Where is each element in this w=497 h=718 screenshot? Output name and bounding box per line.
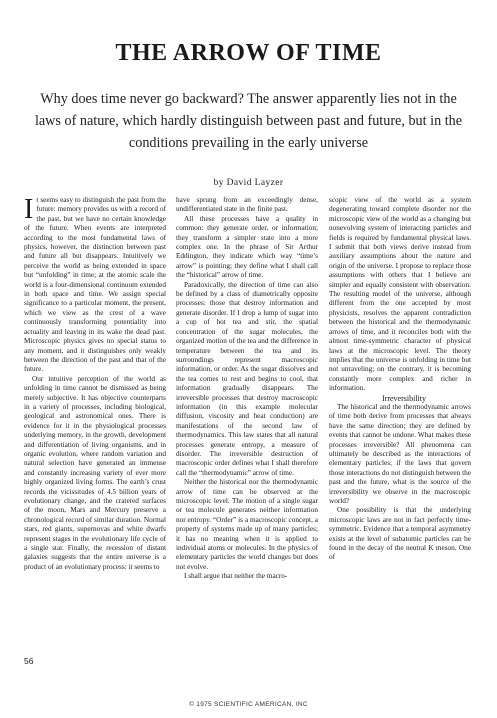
text-column-3: [329, 196, 471, 563]
text-column-2: [176, 196, 318, 582]
paragraph: scopic view of the world as a system degenerating toward complete disorder nor the microscopic view of the world as a changing but nonevolving system of interacting particles and fields is required by fundamental physical laws. I submit that both views derive instead from auxiliary assumptions about the nature and origin of the universe. I propose to replace those assumptions with others that I believe are simpler and equally consistent with observation. The resulting model of the universe, although different from the one accepted by most physicists, resolves the apparent contradiction between the historical and the thermodynamic arrows of time, and it reconciles both with the almost time-symmetric character of physical laws at the microscopic level. The theory implies that the universe is unfolding in time but not unraveling; on the contrary, it is becoming constantly more complex and richer in information.: [329, 196, 471, 393]
article-title: THE ARROW OF TIME: [115, 40, 382, 66]
text-column-1: [24, 196, 166, 572]
paragraph: Our intuitive perception of the world as unfolding in time cannot be dismissed as being merely subjective. It has objective counterparts in a variety of processes, including biological, geological and astronomical ones. There is evidence for it in the physiological processes underlying memory, in the growth, development and differentiation of living organisms, and in organic evolution, where random variation and natural selection have generated an immense and constantly increasing variety of ever more highly organized living forms. The earth’s crust records the vicissitudes of 4.5 billion years of evolutionary change, and the cratered surfaces of the moon, Mars and Mercury preserve a chronological record of similar duration. Normal stars, red giants, supernovas and white dwarfs represent stages in the evolutionary life cycle of a single star. Finally, the recession of distant galaxies suggests that the entire universe is a product of an evolutionary process: it seems to: [24, 374, 166, 571]
paragraph: have sprung from an exceedingly dense, undifferentiated state in the finite past.: [176, 196, 318, 214]
page-number: 56: [24, 656, 34, 666]
paragraph: One possibility is that the underlying microscopic laws are not in fact perfectly time-symmetric. Evidence that a temporal asymmetry exists at the level of subatomic particles can be found in the decay of the neutral K meson. One of: [329, 506, 471, 562]
byline: by David Layzer: [213, 178, 284, 188]
paragraph: I shall argue that neither the macro-: [184, 572, 288, 581]
paragraph-text: t seems easy to distinguish the past from the future: memory provides us with a record of the past, but we have no certain knowledge of the future. When events are interpreted according to the most fundamental laws of physics, however, the distinction between past and future all but disappears. Intuitively we perceive the world as being extended in space but “unfolding” in time; at the atomic scale the world is a four-dimensional continuum extended in both space and time. We assign special significance to a particular moment, the present, which we view as the crest of a wave continuously transforming potentiality into actuality and leaving in its wake the dead past. Microscopic physics gives no special status to any moment, and it distinguishes only weakly between the direction of the past and that of the future.: [24, 196, 166, 374]
paragraph: [24, 196, 166, 375]
paragraph: Paradoxically, the direction of time can also be defined by a class of diametrically opposite processes: those that destroy information and generate disorder. If I drop a lump of sugar into a cup of hot tea and stir, the spatial concentration of the sugar molecules, the organized motion of the tea and the difference in temperature between the tea and its surroundings represent macroscopic information, or order. As the sugar dissolves and the tea comes to rest and begins to cool, that information gradually disappears. The irreversible processes that destroy macroscopic information (in this example molecular diffusion, viscosity and heat conduction) are manifestations of the second law of thermodynamics. This law states that all natural processes generate entropy, a measure of disorder. The irreversible destruction of macroscopic order defines what I shall therefore call the “thermodynamic” arrow of time.: [176, 280, 318, 477]
article-subtitle: Why does time never go backward? The answer apparently lies not in the laws of nature, which hardly distinguish between past and future, but in the conditions prevailing in the early universe: [34, 91, 463, 151]
section-heading: Irreversibility: [382, 393, 426, 403]
copyright-notice: © 1975 SCIENTIFIC AMERICAN, INC: [189, 701, 308, 708]
paragraph: All these processes have a quality in common: they generate order, or information; they transform a simpler state into a more complex one. In the phrase of Sir Arthur Eddington, they indicate which way “time’s arrow” is pointing; they define what I shall call the “historical” arrow of time.: [176, 214, 318, 280]
paragraph: Neither the historical nor the thermodynamic arrow of time can be observed at the microscopic level. The motion of a single sugar or tea molecule generates neither information nor entropy. “Order” is a macroscopic concept, a property of systems made up of many particles; it has no meaning when it is applied to individual atoms or molecules. In the physics of elementary particles the world changes but does not evolve.: [176, 478, 318, 571]
drop-cap: I: [24, 194, 34, 225]
paragraph: The historical and the thermodynamic arrows of time both derive from processes that always have the same direction; they are defined by events that cannot be undone. What makes these processes irreversible? All phenomena can ultimately be described as the interactions of elementary particles; if the laws that govern those interactions do not distinguish between the past and the future, what is the source of the irreversibility we observe in the macroscopic world?: [329, 402, 471, 505]
